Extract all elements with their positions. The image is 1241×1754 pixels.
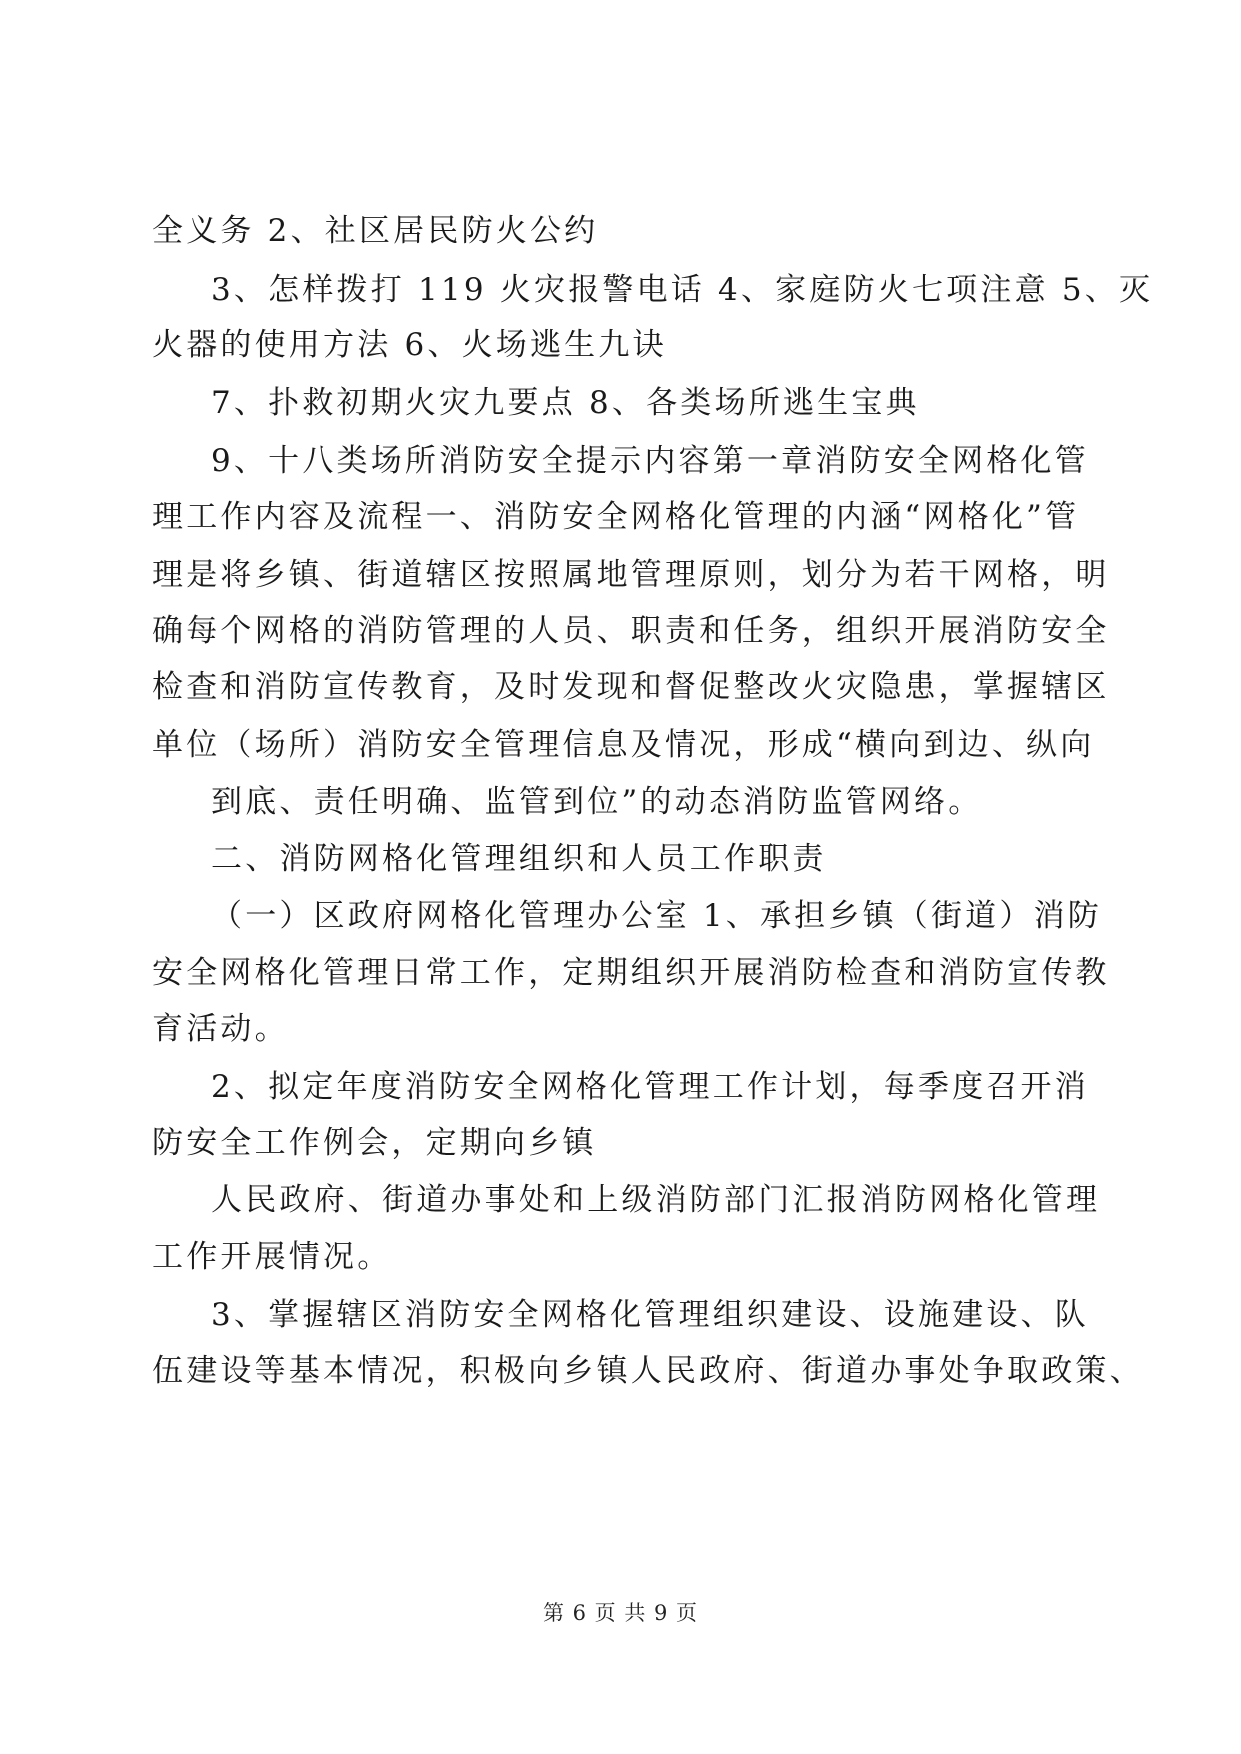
text-line-7: 理是将乡镇、街道辖区按照属地管理原则，划分为若干网格，明 — [152, 557, 1110, 593]
text-line-6: 理工作内容及流程一、消防安全网格化管理的内涵“网格化”管 — [152, 499, 1080, 535]
text-line-10: 单位（场所）消防安全管理信息及情况，形成“横向到边、纵向 — [152, 727, 1095, 763]
text-line-4: 7、扑救初期火灾九要点 8、各类场所逃生宝典 — [211, 385, 920, 421]
text-line-5: 9、十八类场所消防安全提示内容第一章消防安全网格化管 — [211, 443, 1089, 479]
text-line-12: 二、消防网格化管理组织和人员工作职责 — [211, 841, 827, 877]
text-line-8: 确每个网格的消防管理的人员、职责和任务，组织开展消防安全 — [152, 613, 1110, 649]
text-line-16: 2、拟定年度消防安全网格化管理工作计划，每季度召开消 — [211, 1069, 1089, 1105]
text-line-11: 到底、责任明确、监管到位”的动态消防监管网络。 — [211, 784, 983, 820]
text-line-20: 3、掌握辖区消防安全网格化管理组织建设、设施建设、队 — [211, 1297, 1089, 1333]
text-line-3: 火器的使用方法 6、火场逃生九诀 — [152, 327, 667, 363]
text-line-21: 伍建设等基本情况，积极向乡镇人民政府、街道办事处争取政策、 — [152, 1353, 1144, 1389]
text-line-19: 工作开展情况。 — [152, 1239, 392, 1275]
text-line-14: 安全网格化管理日常工作，定期组织开展消防检查和消防宣传教 — [152, 955, 1110, 991]
text-line-18: 人民政府、街道办事处和上级消防部门汇报消防网格化管理 — [211, 1182, 1101, 1218]
text-line-2: 3、怎样拨打 119 火灾报警电话 4、家庭防火七项注意 5、灭 — [211, 272, 1154, 308]
text-line-13: （一）区政府网格化管理办公室 1、承担乡镇（街道）消防 — [211, 898, 1102, 934]
text-line-15: 育活动。 — [152, 1011, 289, 1047]
text-line-9: 检查和消防宣传教育，及时发现和督促整改火灾隐患，掌握辖区 — [152, 669, 1110, 705]
text-line-17: 防安全工作例会，定期向乡镇 — [152, 1125, 597, 1161]
page-number-footer: 第 6 页 共 9 页 — [542, 1601, 699, 1625]
text-line-1: 全义务 2、社区居民防火公约 — [152, 213, 599, 249]
